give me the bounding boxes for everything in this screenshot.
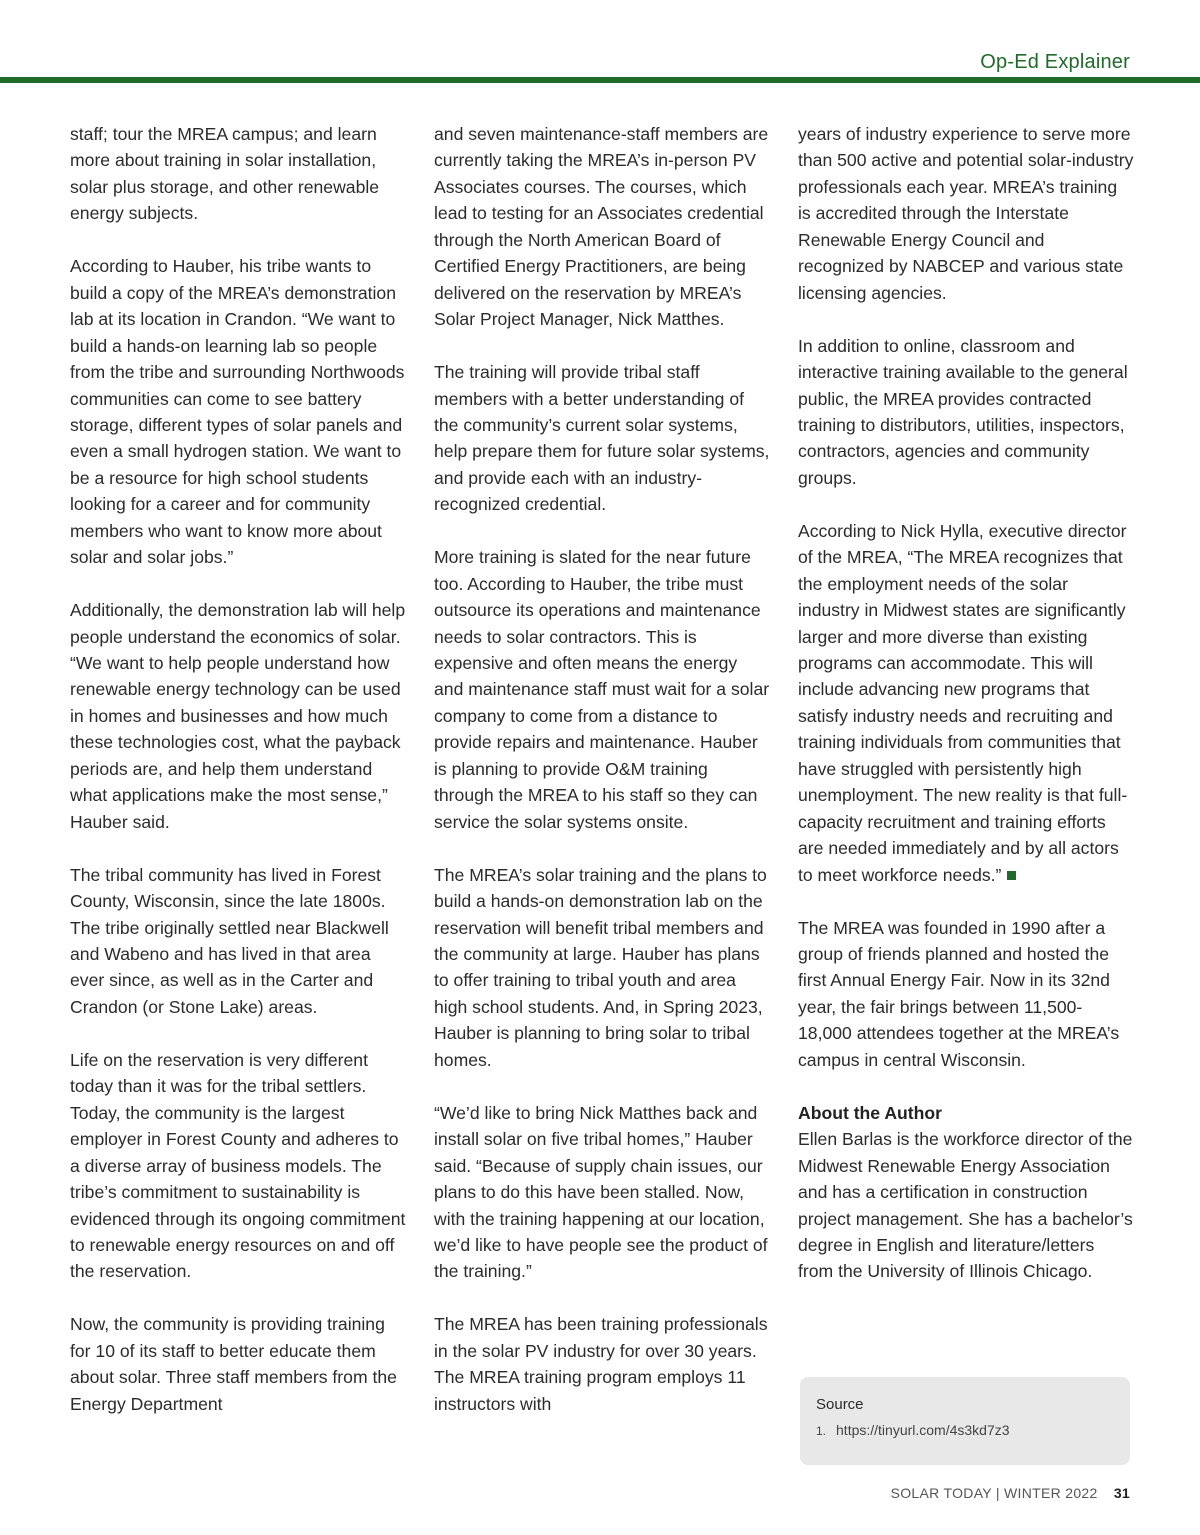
author-bio: Ellen Barlas is the workforce director of the Midwest Renewable Energy Association and has a certification in construction project management. She has a bachelor’s degree in English and literature/letters from the University of Illinois Chicago. [798,1129,1133,1282]
paragraph: The tribal community has lived in Forest County, Wisconsin, since the late 1800s. The tribe originally settled near Blackwell and Wabeno and has lived in that area ever since, as well as in the Carter and Crandon (or Stone Lake) areas. [70,864,389,1017]
article-column-3 [798,121,1134,1285]
paragraph: The training will provide tribal staff members with a better understanding of the community’s current solar systems, help prepare them for future solar systems, and provide each with an industry-recognized credential. [434,362,770,515]
paragraph-quote-end [798,518,1134,888]
article-column-2 [434,121,770,1417]
paragraph: years of industry experience to serve more than 500 active and potential solar-industry professionals each year. MREA’s training is accredited through the Interstate Renewable Energy Council and recognized by NABCEP and various state licensing agencies. [798,124,1134,303]
paragraph: In addition to online, classroom and interactive training available to the general public, the MREA provides contracted training to distributors, utilities, inspectors, contractors, agencies and community groups. [798,335,1128,488]
header-rule [0,77,1200,83]
paragraph: According to Hauber, his tribe wants to build a copy of the MREA’s demonstration lab at its location in Crandon. “We want to build a hands-on learning lab so people from the tribe and surrounding Northwoods communities can come to see battery storage, different types of solar panels and even a small hydrogen station. We want to be a resource for high school students looking for a career and for community members who want to know more about solar and solar jobs.” [70,256,405,568]
section-label: Op-Ed Explainer [980,51,1130,73]
source-title: Source [816,1396,864,1413]
source-link[interactable]: https://tinyurl.com/4s3kd7z3 [836,1422,1010,1438]
paragraph: Additionally, the demonstration lab will help people understand the economics of solar. “We want to help people understand how renewable energy technology can be used in homes and businesses and how much these technologies cost, what the payback periods are, and help them understand what applications make the most sense,” Hauber said. [70,600,406,832]
source-box [800,1377,1130,1465]
paragraph: staff; tour the MREA campus; and learn more about training in solar installation, solar plus storage, and other renewable energy subjects. [70,124,380,224]
source-item-number: 1. [816,1424,827,1438]
paragraph: The MREA was founded in 1990 after a group of friends planned and hosted the first Annual Energy Fair. Now in its 32nd year, the fair brings between 11,500-18,000 attendees together at the MREA’s campus in central Wisconsin. [798,917,1120,1070]
paragraph: and seven maintenance-staff members are currently taking the MREA’s in-person PV Associates courses. The courses, which lead to testing for an Associates credential through the North American Board of Certified Energy Practitioners, are being delivered on the reservation by MREA’s Solar Project Manager, Nick Matthes. [434,124,769,330]
publication-name: SOLAR TODAY [890,1485,992,1501]
paragraph: The MREA has been training professionals in the solar PV industry for over 30 years. The MREA training program employs 11 instructors with [434,1314,768,1414]
paragraph: The MREA’s solar training and the plans to build a hands-on demonstration lab on the reservation will benefit tribal members and the community at large. Hauber has plans to offer training to tribal youth and area high school students. And, in Spring 2023, Hauber is planning to bring solar to tribal homes. [434,864,767,1070]
end-of-article-mark-icon [1007,871,1016,880]
footer-separator: | [995,1485,1000,1501]
source-item [816,1422,1114,1438]
issue-label: WINTER 2022 [1004,1485,1098,1501]
about-author-heading: About the Author [798,1102,942,1123]
paragraph: “We’d like to bring Nick Matthes back and install solar on five tribal homes,” Hauber said. “Because of supply chain issues, our plans to do this have been stalled. Now, with the training happening at our location, we’d like to have people see the product of the training.” [434,1102,768,1282]
article-column-1 [70,121,406,1417]
page-footer [891,1485,1130,1501]
about-author [798,1100,1134,1285]
page-number: 31 [1113,1485,1130,1501]
paragraph: Life on the reservation is very different today than it was for the tribal settlers. Today, the community is the largest employer in Forest County and adheres to a diverse array of business models. The tribe’s commitment to sustainability is evidenced through its ongoing commitment to renewable energy resources on and off the reservation. [70,1049,406,1282]
paragraph-text: According to Nick Hylla, executive director of the MREA, “The MREA recognizes that the employment needs of the solar industry in Midwest states are significantly larger and more diverse than existing programs can accommodate. This will include advancing new programs that satisfy industry needs and recruiting and training individuals from communities that have struggled with persistently high unemployment. The new reality is that full-capacity recruitment and training efforts are needed immediately and by all actors to meet workforce needs.” [798,520,1128,885]
paragraph: More training is slated for the near future too. According to Hauber, the tribe must outsource its operations and maintenance needs to solar contractors. This is expensive and often means the energy and maintenance staff must wait for a solar company to come from a distance to provide repairs and maintenance. Hauber is planning to provide O&M training through the MREA to his staff so they can service the solar systems onsite. [434,547,770,832]
paragraph: Now, the community is providing training for 10 of its staff to better educate them about solar. Three staff members from the Energy Department [70,1314,397,1414]
